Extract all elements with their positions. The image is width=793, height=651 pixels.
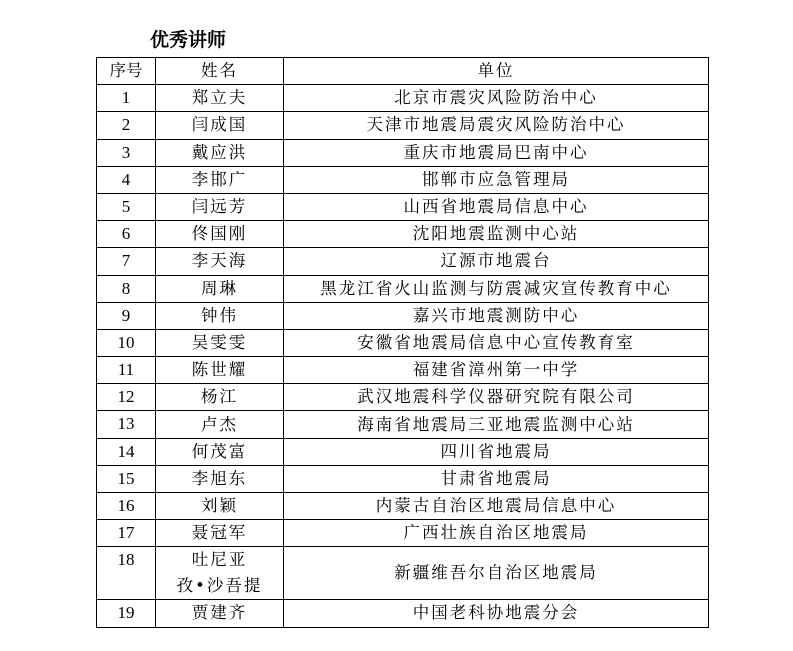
row-name: 李旭东 xyxy=(156,465,284,492)
row-serial-number: 17 xyxy=(97,520,156,547)
row-serial-number: 13 xyxy=(97,411,156,438)
table-row xyxy=(97,520,709,547)
row-name: 吴雯雯 xyxy=(156,329,284,356)
row-unit: 武汉地震科学仪器研究院有限公司 xyxy=(284,384,709,411)
table-row xyxy=(97,248,709,275)
table-row xyxy=(97,221,709,248)
row-serial-number: 15 xyxy=(97,465,156,492)
lecturer-table xyxy=(96,57,709,628)
document-title: 优秀讲师 xyxy=(150,29,227,51)
table-row xyxy=(97,465,709,492)
table-row xyxy=(97,438,709,465)
row-unit: 沈阳地震监测中心站 xyxy=(284,221,709,248)
row-name: 卢杰 xyxy=(156,411,284,438)
row-serial-number: 16 xyxy=(97,493,156,520)
row-unit: 黑龙江省火山监测与防震减灾宣传教育中心 xyxy=(284,275,709,302)
row-name: 郑立夫 xyxy=(156,85,284,112)
row-unit: 辽源市地震台 xyxy=(284,248,709,275)
header-unit: 单位 xyxy=(284,58,709,85)
row-name: 闫远芳 xyxy=(156,193,284,220)
row-name: 佟国刚 xyxy=(156,221,284,248)
row-name: 闫成国 xyxy=(156,112,284,139)
row-unit: 中国老科协地震分会 xyxy=(284,600,709,627)
table-row xyxy=(97,357,709,384)
row-name: 李天海 xyxy=(156,248,284,275)
row-unit: 山西省地震局信息中心 xyxy=(284,193,709,220)
row-serial-number: 12 xyxy=(97,384,156,411)
row-name: 杨江 xyxy=(156,384,284,411)
table-row xyxy=(97,193,709,220)
row-serial-number: 18 xyxy=(97,547,156,600)
row-serial-number: 11 xyxy=(97,357,156,384)
table-row xyxy=(97,85,709,112)
row-unit: 重庆市地震局巴南中心 xyxy=(284,139,709,166)
table-row xyxy=(97,139,709,166)
row-unit: 广西壮族自治区地震局 xyxy=(284,520,709,547)
row-serial-number: 2 xyxy=(97,112,156,139)
table-row xyxy=(97,411,709,438)
row-serial-number: 3 xyxy=(97,139,156,166)
row-serial-number: 8 xyxy=(97,275,156,302)
table-row xyxy=(97,329,709,356)
row-unit: 安徽省地震局信息中心宣传教育室 xyxy=(284,329,709,356)
row-serial-number: 14 xyxy=(97,438,156,465)
row-unit: 内蒙古自治区地震局信息中心 xyxy=(284,493,709,520)
row-serial-number: 10 xyxy=(97,329,156,356)
row-name: 吐尼亚 孜•沙吾提 xyxy=(156,547,284,600)
table-header-row xyxy=(97,58,709,85)
table-row xyxy=(97,275,709,302)
row-unit: 四川省地震局 xyxy=(284,438,709,465)
row-serial-number: 7 xyxy=(97,248,156,275)
header-name: 姓名 xyxy=(156,58,284,85)
row-unit: 天津市地震局震灾风险防治中心 xyxy=(284,112,709,139)
row-unit: 甘肃省地震局 xyxy=(284,465,709,492)
row-serial-number: 19 xyxy=(97,600,156,627)
row-name: 戴应洪 xyxy=(156,139,284,166)
row-name: 聂冠军 xyxy=(156,520,284,547)
table-row xyxy=(97,493,709,520)
row-unit: 邯郸市应急管理局 xyxy=(284,166,709,193)
row-name: 何茂富 xyxy=(156,438,284,465)
row-name: 钟伟 xyxy=(156,302,284,329)
row-name: 刘颖 xyxy=(156,493,284,520)
row-serial-number: 9 xyxy=(97,302,156,329)
row-name: 周琳 xyxy=(156,275,284,302)
table-row xyxy=(97,112,709,139)
row-unit: 新疆维吾尔自治区地震局 xyxy=(284,547,709,600)
row-name: 贾建齐 xyxy=(156,600,284,627)
row-name: 陈世耀 xyxy=(156,357,284,384)
header-serial-number: 序号 xyxy=(97,58,156,85)
table-row xyxy=(97,302,709,329)
table-row xyxy=(97,600,709,627)
row-unit: 海南省地震局三亚地震监测中心站 xyxy=(284,411,709,438)
row-unit: 北京市震灾风险防治中心 xyxy=(284,85,709,112)
table-row xyxy=(97,384,709,411)
row-serial-number: 6 xyxy=(97,221,156,248)
table-row xyxy=(97,166,709,193)
row-serial-number: 4 xyxy=(97,166,156,193)
table-row xyxy=(97,547,709,600)
row-serial-number: 1 xyxy=(97,85,156,112)
row-unit: 嘉兴市地震测防中心 xyxy=(284,302,709,329)
row-unit: 福建省漳州第一中学 xyxy=(284,357,709,384)
row-serial-number: 5 xyxy=(97,193,156,220)
row-name: 李邯广 xyxy=(156,166,284,193)
